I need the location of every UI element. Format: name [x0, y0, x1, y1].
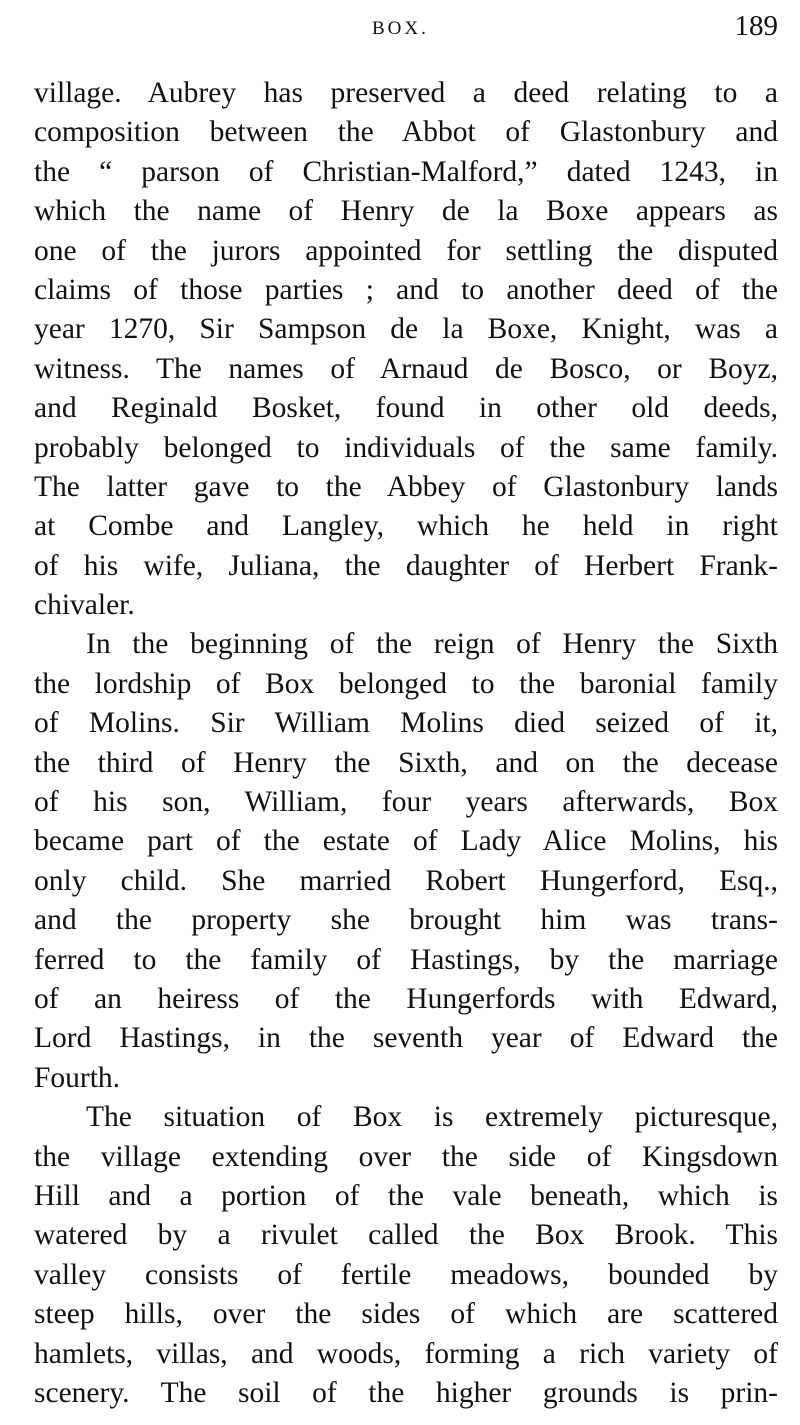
text-line: scenery. The soil of the higher grounds is prin- — [34, 1376, 778, 1409]
text-line: Hill and a portion of the vale beneath, which is — [34, 1179, 778, 1212]
text-line: of an heiress of the Hungerfords with Edward, — [34, 982, 778, 1015]
text-line: composition between the Abbot of Glastonbury and — [34, 116, 778, 149]
paragraph — [34, 1098, 778, 1413]
text-line: and the property she brought him was trans- — [34, 904, 778, 937]
text-line: Lord Hastings, in the seventh year of Edward the — [34, 1022, 778, 1055]
text-line: Fourth. — [34, 1061, 121, 1094]
text-line: the “ parson of Christian-Malford,” dated 1243, in — [34, 155, 778, 188]
text-line: one of the jurors appointed for settling the disputed — [34, 234, 778, 267]
text-line: year 1270, Sir Sampson de la Boxe, Knight, was a — [34, 313, 778, 346]
running-head: BOX. — [372, 18, 429, 39]
text-line: only child. She married Robert Hungerford, Esq., — [34, 864, 778, 897]
text-line: of Molins. Sir William Molins died seized of it, — [34, 707, 778, 740]
paragraph — [34, 625, 778, 1098]
text-line: probably belonged to individuals of the same family. — [34, 431, 778, 464]
text-line: and Reginald Bosket, found in other old deeds, — [34, 392, 778, 425]
text-line: witness. The names of Arnaud de Bosco, or Boyz, — [34, 352, 778, 385]
text-line: which the name of Henry de la Boxe appears as — [34, 195, 778, 228]
text-line: The situation of Box is extremely picturesque, — [86, 1101, 778, 1134]
text-line: became part of the estate of Lady Alice Molins, his — [34, 825, 778, 858]
text-line: of his son, William, four years afterwards, Box — [34, 786, 778, 819]
text-line: claims of those parties ; and to another deed of the — [34, 273, 778, 306]
text-line: the lordship of Box belonged to the baronial family — [34, 667, 778, 700]
text-line: steep hills, over the sides of which are scattered — [34, 1298, 778, 1331]
text-line: at Combe and Langley, which he held in right — [34, 510, 778, 543]
text-line: The latter gave to the Abbey of Glastonbury lands — [34, 470, 778, 503]
text-line: chivaler. — [34, 589, 135, 622]
text-line: the village extending over the side of Kingsdown — [34, 1140, 778, 1173]
text-line: hamlets, villas, and woods, forming a rich variety of — [34, 1337, 778, 1370]
paragraph — [34, 74, 778, 625]
text-line: ferred to the family of Hastings, by the marriage — [34, 943, 778, 976]
text-line: In the beginning of the reign of Henry the Sixth — [86, 628, 778, 661]
text-line: of his wife, Juliana, the daughter of Herbert Frank- — [34, 549, 778, 582]
text-line: valley consists of fertile meadows, bounded by — [34, 1258, 778, 1291]
page-number: 189 — [734, 10, 778, 42]
text-line: village. Aubrey has preserved a deed relating to a — [34, 77, 778, 109]
text-line: watered by a rivulet called the Box Brook. This — [34, 1219, 778, 1252]
body-text — [34, 74, 778, 1413]
text-line: the third of Henry the Sixth, and on the decease — [34, 746, 778, 779]
